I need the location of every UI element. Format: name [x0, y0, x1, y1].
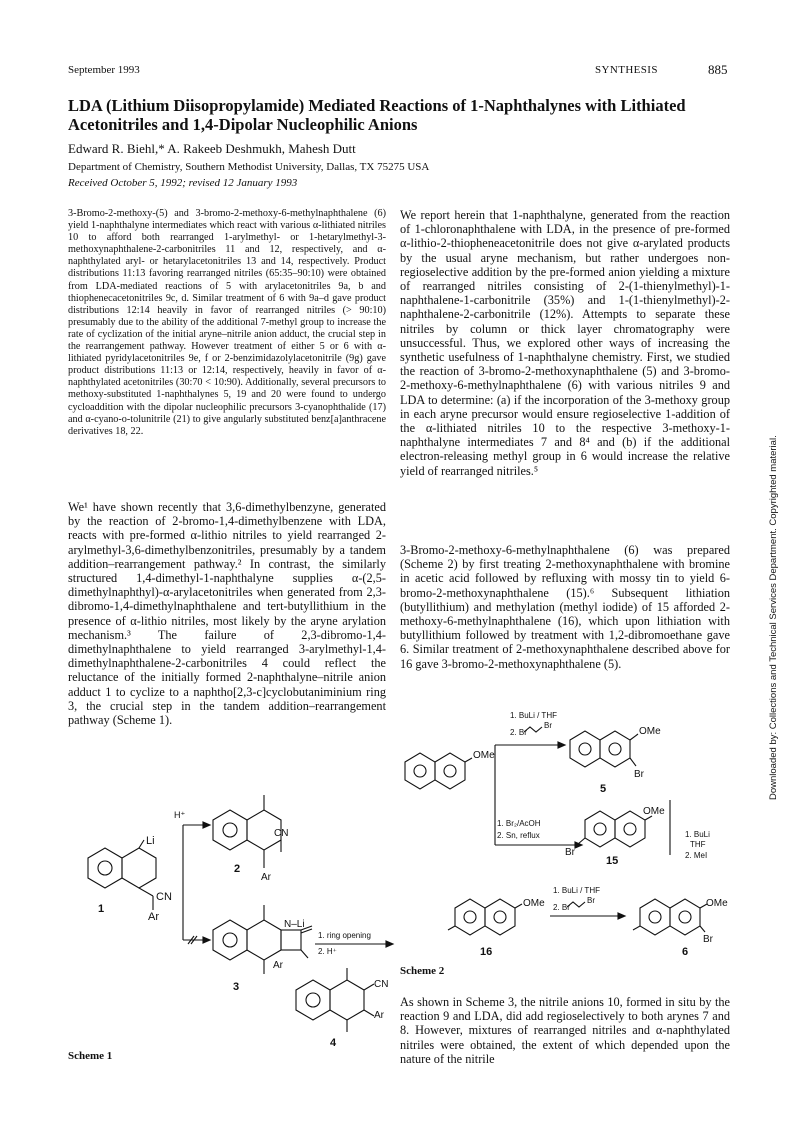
label-cn-1: CN — [156, 891, 172, 903]
compound-number-4: 4 — [330, 1037, 337, 1049]
title-line-1: LDA (Lithium Diisopropylamide) Mediated Reactions of 1-Naphthalynes with Lithiated — [68, 96, 686, 115]
compound-15-structure — [565, 806, 665, 867]
label-br-5: Br — [634, 769, 644, 780]
affiliation: Department of Chemistry, Southern Methodist University, Dallas, TX 75275 USA — [68, 161, 430, 173]
label-ar-1: Ar — [148, 911, 159, 923]
label-ar-3: Ar — [273, 960, 283, 971]
label-li: Li — [146, 835, 155, 847]
bottom-reaction-arrow — [550, 886, 625, 919]
label-bottom-reagent-1: 1. BuLi / THF — [553, 886, 600, 895]
body-paragraph-left: We¹ have shown recently that 3,6-dimethylbenzyne, generated by the reaction of 2-bromo-1,4-dimethylbenzene with LDA, reacts with pre-formed α-lithio nitriles to yield rearranged 2-arylmethyl-3,6-dimethylbenzonitriles, presumably by a tandem addition–rearrangement pathway.² In contrast, the similarly structured 1,4-dimethyl-1-naphthalyne supplies α-(2,5-dimethylnaphthyl)-α-arylacetonitriles when generated from 2,3-dibromo-1,4-dimethylnaphthalene and tert-butyllithium in the presence of α-lithio nitriles, most likely by the aryne arylation mechanism.³ The failure of 2,3-dibromo-1,4-dimethylnaphthalene to yield rearranged 3-arylmethyl-1,4-dimethylnaphthalene-2-carbonitriles 4 could reflect the reluctance of the initially formed 2-naphthalyne–nitrile anion adduct 1 to cyclize to a naphtho[2,3-c]cyclobutaniminium ring 3, the crucial step in the tandem addition–rearrangement pathway (Scheme 1). — [68, 500, 386, 728]
compound-number-3: 3 — [233, 981, 240, 993]
compound-16-structure — [448, 898, 545, 958]
label-top-reagent-1: 1. BuLi / THF — [510, 711, 557, 720]
compound-number-5: 5 — [600, 783, 607, 795]
label-ar-4: Ar — [374, 1010, 384, 1021]
label-side-reagent-1: 1. BuLi — [685, 830, 710, 839]
received-dates: Received October 5, 1992; revised 12 January 1993 — [68, 177, 298, 189]
label-ome-5: OMe — [639, 726, 661, 737]
body-paragraph-right-1: We report herein that 1-naphthalyne, generated from the reaction of 1-chloronaphthalene with LDA, in the presence of pre-formed α-lithio-2-thiopheneacetonitrile does not give α-arylated products by the usual aryne mechanism, but rather undergoes non-regioselective addition by the pre-formed anion yielding a mixture of rearranged nitriles consisting of 2-(1-thienylmethyl)-1-naphthalene-1-carbonitrile (35%) and 1-(1-thienylmethyl)-2-naphthalene-2-carbonitrile (12%). Attempts to separate these nitriles by column or thick layer chromatography were unsuccessful. Thus, we explored other ways of increasing the synthetic usefulness of 1-naphthalyne chemistry. First, we studied the reaction of 3-bromo-2-methoxynaphthalene (5) and 3-bromo-2-methoxy-6-methylnaphthalene (6) with various nitriles 9 and LDA to determine: (a) if the incorporation of the 3-methoxy group in each aryne precursor would ensure regioselective 1-addition of the α-lithiated nitriles 10 to the respective 3-methoxy-1-naphthalyne intermediates 7 and 8⁴ and (b) if the additional electron-releasing methyl group in 6 would increase the relative yield of rearranged nitriles.⁵ — [400, 208, 730, 478]
label-ome-15: OMe — [643, 806, 665, 817]
body-paragraph-right-3: As shown in Scheme 3, the nitrile anions 10, formed in situ by the reaction 9 and LDA, did add regioselectively to both arynes 7 and 8. However, mixtures of rearranged nitriles and α-naphthylated nitriles were obtained, the extent of which depended upon the nature of the nitrile — [400, 995, 730, 1066]
label-h-plus: H⁺ — [174, 810, 186, 820]
article-title — [68, 96, 738, 134]
compound-2-methoxynaphthalene — [405, 750, 495, 789]
compound-number-2: 2 — [234, 863, 241, 875]
compound-3-structure — [213, 905, 312, 993]
label-br-15: Br — [565, 847, 575, 858]
header-page-number: 885 — [708, 62, 728, 77]
label-side-reagent-2: 2. MeI — [685, 851, 708, 860]
scheme-1-diagram — [68, 750, 398, 1050]
body-paragraph-right-2: 3-Bromo-2-methoxy-6-methylnaphthalene (6) was prepared (Scheme 2) by first treating 2-methoxynaphthalene with bromine in acetic acid followed by refluxing with mossy tin to yield 6-bromo-2-methoxynaphthalene (15).⁶ Subsequent lithiation (butyllithium) and methylation (methyl iodide) of 15 afforded 2-methoxy-6-methylnaphthalene (16), which upon lithiation with butyllithium followed by treatment with 1,2-dibromoethane gave 6. Similar treatment of 2-methoxynaphthalene described above for 16 gave 3-bromo-2-methoxynaphthalene (5). — [400, 543, 730, 671]
compound-5-structure — [570, 726, 661, 795]
label-top-reagent-2: 2. Br — [510, 728, 527, 737]
label-cn-4: CN — [374, 979, 389, 990]
branch-arrows — [174, 810, 210, 944]
label-n-li: N–Li — [284, 919, 305, 930]
label-cn-2: CN — [274, 828, 289, 839]
label-bottom-reagent-2: 2. Br — [553, 903, 570, 912]
label-bottom-reagent-br: Br — [587, 896, 595, 905]
compound-number-16: 16 — [480, 946, 493, 958]
scheme-2-caption: Scheme 2 — [400, 965, 445, 977]
label-side-reagent-thf: THF — [690, 840, 706, 849]
scheme-2-diagram — [400, 700, 735, 965]
abstract: 3-Bromo-2-methoxy-(5) and 3-bromo-2-methoxy-6-methylnaphthalene (6) yield 1-naphthalyne intermediates which react with various α-lithiated nitriles 10 to afford both rearranged 1-arylmethyl- or 1-hetarylmethyl-3-methoxynaphthalene-2-carbonitriles 11 and 12, respectively, and α-naphthylated aryl- or hetarylacetonitriles 13 and 14, respectively. Product distributions 11:13 favoring rearranged nitriles (65:35–90:10) were obtained from LDA-mediated reactions of 5 with arylacetonitriles 9a, b and thiophenecacetonitriles 9c, d. Similar treatment of 6 with 9a–d gave product distributions 12:14 heavily in favor of rearranged nitriles (> 90:10) presumably due to the ability of the additional 7-methyl group to increase the rate of cyclization of the initial aryne–nitrile anion adduct, the crucial step in the rearrangement pathway. However treatment of either 5 or 6 with α-lithiated pyridylacetonitriles 9e, f or 2-benzimidazolylacetonitrile (9g) gave product distributions 11:13 or 12:14, respectively, heavily in favor of α-naphthylated acetonitriles (30:70 < 10:90). Additionally, several precursors to methoxy-substituted 1-naphthalynes 5, 19 and 20 were found to undergo cycloaddition with the dipolar nucleophilic precursors 3-cyanophthalide (17) and α-cyano-o-tolunitrile (21) to give angularly substituted benz[a]anthracene derivatives 18, 22. — [68, 208, 386, 437]
download-watermark: Downloaded by: Collections and Technical Services Department. Copyrighted material. — [768, 435, 779, 800]
scheme-1-caption: Scheme 1 — [68, 1050, 113, 1062]
authors: Edward R. Biehl,* A. Rakeeb Deshmukh, Mahesh Dutt — [68, 141, 356, 156]
side-reaction-arrow — [670, 800, 710, 860]
middle-reaction-arrow — [495, 819, 582, 848]
label-ome-16: OMe — [523, 898, 545, 909]
label-mid-reagent-1: 1. Br₂/AcOH — [497, 819, 541, 828]
ring-opening-arrow — [315, 931, 393, 956]
compound-1-structure — [88, 835, 172, 923]
header-date: September 1993 — [68, 64, 140, 76]
label-step-h-plus: 2. H⁺ — [318, 947, 337, 956]
compound-2-structure — [213, 795, 288, 883]
label-ome-6: OMe — [706, 898, 728, 909]
compound-number-15: 15 — [606, 855, 619, 867]
label-top-reagent-br: Br — [544, 721, 552, 730]
compound-4-structure — [296, 968, 388, 1049]
label-ar-2: Ar — [261, 872, 271, 883]
label-mid-reagent-2: 2. Sn, reflux — [497, 831, 540, 840]
compound-number-1: 1 — [98, 903, 105, 915]
compound-6-structure — [633, 898, 728, 958]
title-line-2: Acetonitriles and 1,4-Dipolar Nucleophilic Anions — [68, 115, 418, 134]
label-step-ring-opening: 1. ring opening — [318, 931, 371, 940]
header-journal: SYNTHESIS — [595, 64, 658, 76]
label-br-6: Br — [703, 934, 713, 945]
compound-number-6: 6 — [682, 946, 689, 958]
label-ome-start: OMe — [473, 750, 495, 761]
